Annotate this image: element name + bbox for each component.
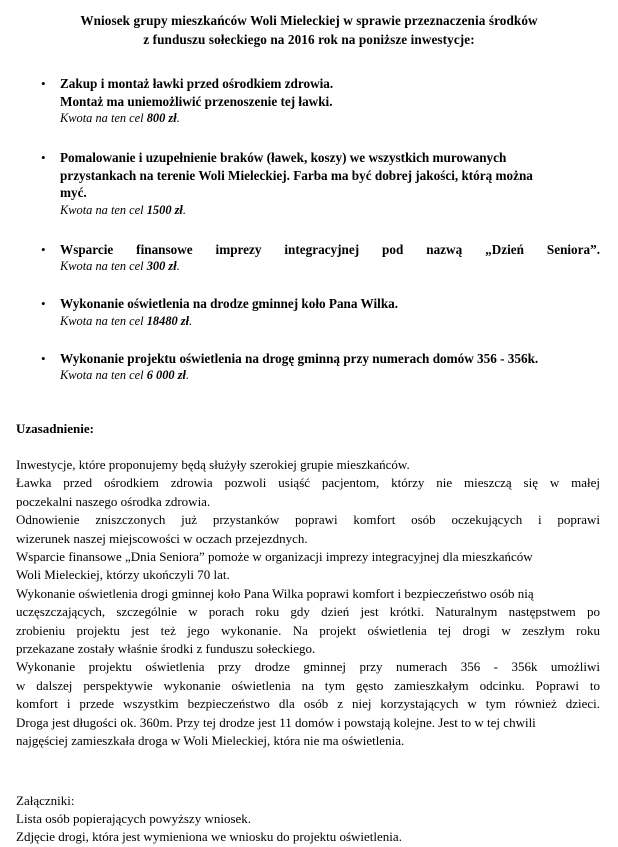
list-gap	[0, 219, 618, 241]
body-attachments-spacer	[0, 751, 618, 792]
list-item-headline-line: Wsparcie finansowe imprezy integracyjnej pod nazwą „Dzień Seniora”.	[60, 241, 600, 257]
amount-prefix: Kwota na ten cel	[60, 368, 147, 382]
amount-suffix: .	[189, 313, 193, 328]
body-line: komfort i przede wszystkim bezpieczeństwo dla osób z niej korzystających w tym również dzieci.	[16, 696, 600, 712]
body-line: Inwestycje, które proponujemy będą służyły szerokiej grupie mieszkańców.	[16, 457, 410, 472]
amount-value: 6 000 zł	[146, 368, 186, 382]
list-gap	[0, 127, 618, 149]
page-title-line-2: z funduszu sołeckiego na 2016 rok na poniższe inwestycje:	[143, 32, 475, 47]
list-item-amount	[60, 367, 600, 384]
body-line: Woli Mieleckiej, którzy ukończyli 70 lat.	[16, 567, 230, 583]
amount-prefix: Kwota na ten cel	[60, 202, 147, 217]
bullet-dot-icon: •	[41, 296, 46, 311]
body-line: uczęszczających, szczególnie w porach roku gdy dzień jest krótki. Naturalnym następstwem po	[16, 604, 600, 620]
attachment-item: Lista osób popierających powyższy wniosek.	[16, 810, 252, 826]
heading-body-spacer	[0, 438, 618, 456]
amount-suffix: .	[182, 202, 186, 217]
attachment-item: Zdjęcie drogi, która jest wymieniona we wniosku do projektu oświetlenia.	[16, 829, 402, 845]
list-gap	[0, 275, 618, 295]
body-line: wizerunek naszej miejscowości w oczach przejezdnych.	[16, 530, 308, 546]
body-line: Wykonanie projektu oświetlenia przy drodze gminnej przy numerach 356 - 356k umożliwi	[16, 659, 600, 675]
bullet-dot-icon: •	[41, 76, 46, 91]
body-line: Wsparcie finansowe „Dnia Seniora” pomoże w organizacji imprezy integracyjnej dla mieszkańców	[16, 549, 533, 565]
page-title-line-1: Wniosek grupy mieszkańców Woli Mieleckiej w sprawie przeznaczenia środków	[80, 13, 538, 28]
body-line: najgęściej zamieszkała droga w Woli Mieleckiej, która nie ma oświetlenia.	[16, 733, 405, 749]
amount-prefix: Kwota na ten cel	[60, 111, 147, 125]
list-item-amount	[60, 258, 600, 275]
list-gap	[0, 330, 618, 350]
bullet-dot-icon: •	[41, 241, 46, 257]
body-line: Wykonanie oświetlenia drogi gminnej koło Pana Wilka poprawi komfort i bezpieczeństwo osób nią	[16, 585, 534, 601]
list-item-headline-line: Pomalowanie i uzupełnienie braków (ławek, koszy) we wszystkich murowanych	[60, 150, 507, 165]
list-item	[0, 295, 618, 330]
amount-suffix: .	[176, 259, 180, 273]
list-item-headline-line: Wykonanie projektu oświetlenia na drogę gminną przy numerach domów 356 - 356k.	[60, 350, 539, 366]
list-item-amount	[60, 313, 600, 330]
body-line: Droga jest długości ok. 360m. Przy tej drodze jest 11 domów i powstają kolejne. Jest to w tej chwili	[16, 714, 536, 730]
page-title	[0, 0, 618, 49]
body-line: przekazane zostały właśnie środki z funduszu sołeckiego.	[16, 641, 316, 657]
list-item-headline-line: przystankach na terenie Woli Mieleckiej. Farba ma być dobrej jakości, którą można	[60, 167, 533, 183]
amount-suffix: .	[176, 111, 180, 125]
list-item	[0, 149, 618, 219]
justification-heading: Uzasadnienie:	[16, 421, 94, 436]
list-item	[0, 241, 618, 276]
amount-prefix: Kwota na ten cel	[60, 313, 147, 328]
body-line: Ławka przed ośrodkiem zdrowia pozwoli usiąść pacjentom, którzy nie mieszczą się w małej	[16, 475, 600, 491]
list-item-headline-line: Wykonanie oświetlenia na drodze gminnej koło Pana Wilka.	[60, 296, 399, 311]
amount-value: 18480 zł	[146, 313, 190, 328]
investment-bullet-list	[0, 75, 618, 384]
amount-value: 300 zł	[146, 259, 177, 273]
amount-prefix: Kwota na ten cel	[60, 259, 147, 273]
bullet-dot-icon: •	[41, 150, 46, 165]
list-item-headline-line: Zakup i montaż ławki przed ośrodkiem zdrowia.	[60, 76, 334, 91]
list-item-headline-line: Montaż ma uniemożliwić przenoszenie tej ławki.	[60, 93, 333, 109]
amount-value: 800 zł	[146, 111, 177, 125]
list-item-amount	[60, 202, 600, 219]
body-line: w dalszej perspektywie wykonanie oświetlenia na tym gęsto zamieszkałym odcinku. Poprawi to	[16, 677, 600, 693]
body-line: zrobieniu projektu jest też jego wykonanie. Na projekt oświetlenia tej drogi w zeszłym roku	[16, 622, 600, 638]
bullet-dot-icon: •	[41, 350, 46, 366]
amount-value: 1500 zł	[146, 202, 183, 217]
list-item-headline-line: myć.	[60, 185, 87, 200]
list-item	[0, 75, 618, 127]
attachments-heading: Załączniki:	[16, 792, 75, 808]
body-line: Odnowienie zniszczonych już przystanków poprawi komfort osób oczekujących i poprawi	[16, 512, 600, 528]
bullets-justification-spacer	[0, 384, 618, 420]
amount-suffix: .	[185, 368, 190, 382]
justification-body	[0, 456, 618, 751]
title-bullets-spacer	[0, 49, 618, 75]
list-item-amount	[60, 110, 600, 127]
body-line: poczekalni naszego ośrodka zdrowia.	[16, 493, 211, 509]
list-item	[0, 350, 618, 385]
